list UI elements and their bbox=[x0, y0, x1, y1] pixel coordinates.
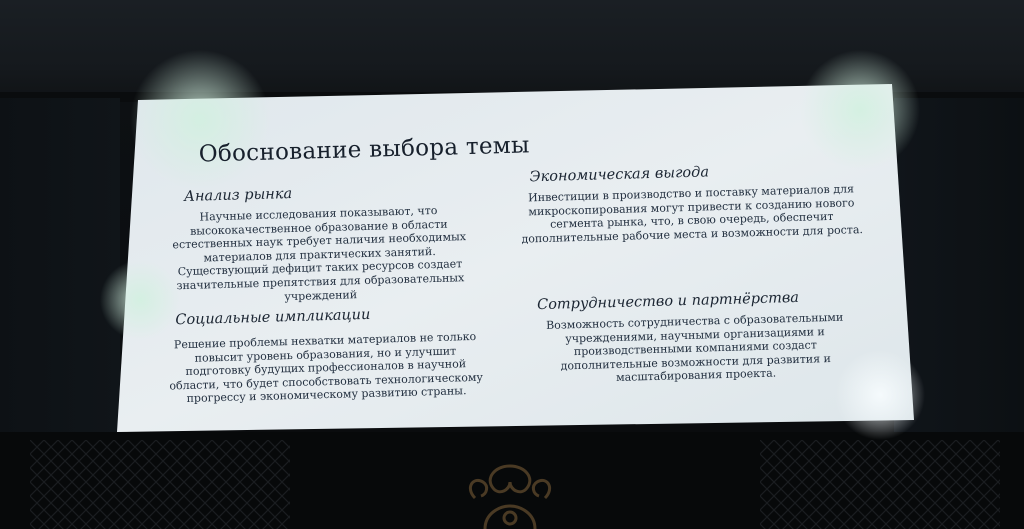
section-heading-cooperation: Сотрудничество и партнёрства bbox=[536, 289, 800, 314]
slide-title: Обоснование выбора темы bbox=[198, 132, 531, 168]
section-body-social-implications: Решение проблемы нехватки материалов не только повысит уровень образования, но и улучшит подготовку будущих профессионалов в научной области, что будет способствовать технологическому прогрессу и экономическому развитию страны. bbox=[169, 329, 484, 406]
slide-content bbox=[118, 89, 897, 440]
section-body-cooperation: Возможность сотрудничества с образовательными учреждениями, научными организациями и производственными компаниями создаст дополнительные возможности для развития и масштабирования проекта. bbox=[545, 310, 844, 385]
section-body-economic-benefit: Инвестиции в производство и поставку материалов для микроскопирования могут привести к созданию нового сегмента рынка, что, в свою очередь, обеспечит дополнительные рабочие места и возможности для роста. bbox=[521, 182, 864, 246]
section-heading-economic-benefit: Экономическая выгода bbox=[529, 164, 710, 186]
section-body-market-analysis: Научные исследования показывают, что высококачественное образование в области естественных наук требует наличия необходимых материалов для практических занятий. Существующий дефицит таких ресурсов создает значительные препятствия для образовательных учреждений bbox=[172, 203, 467, 303]
section-heading-market-analysis: Анализ рынка bbox=[183, 185, 293, 205]
section-heading-social-implications: Социальные импликации bbox=[175, 306, 371, 329]
